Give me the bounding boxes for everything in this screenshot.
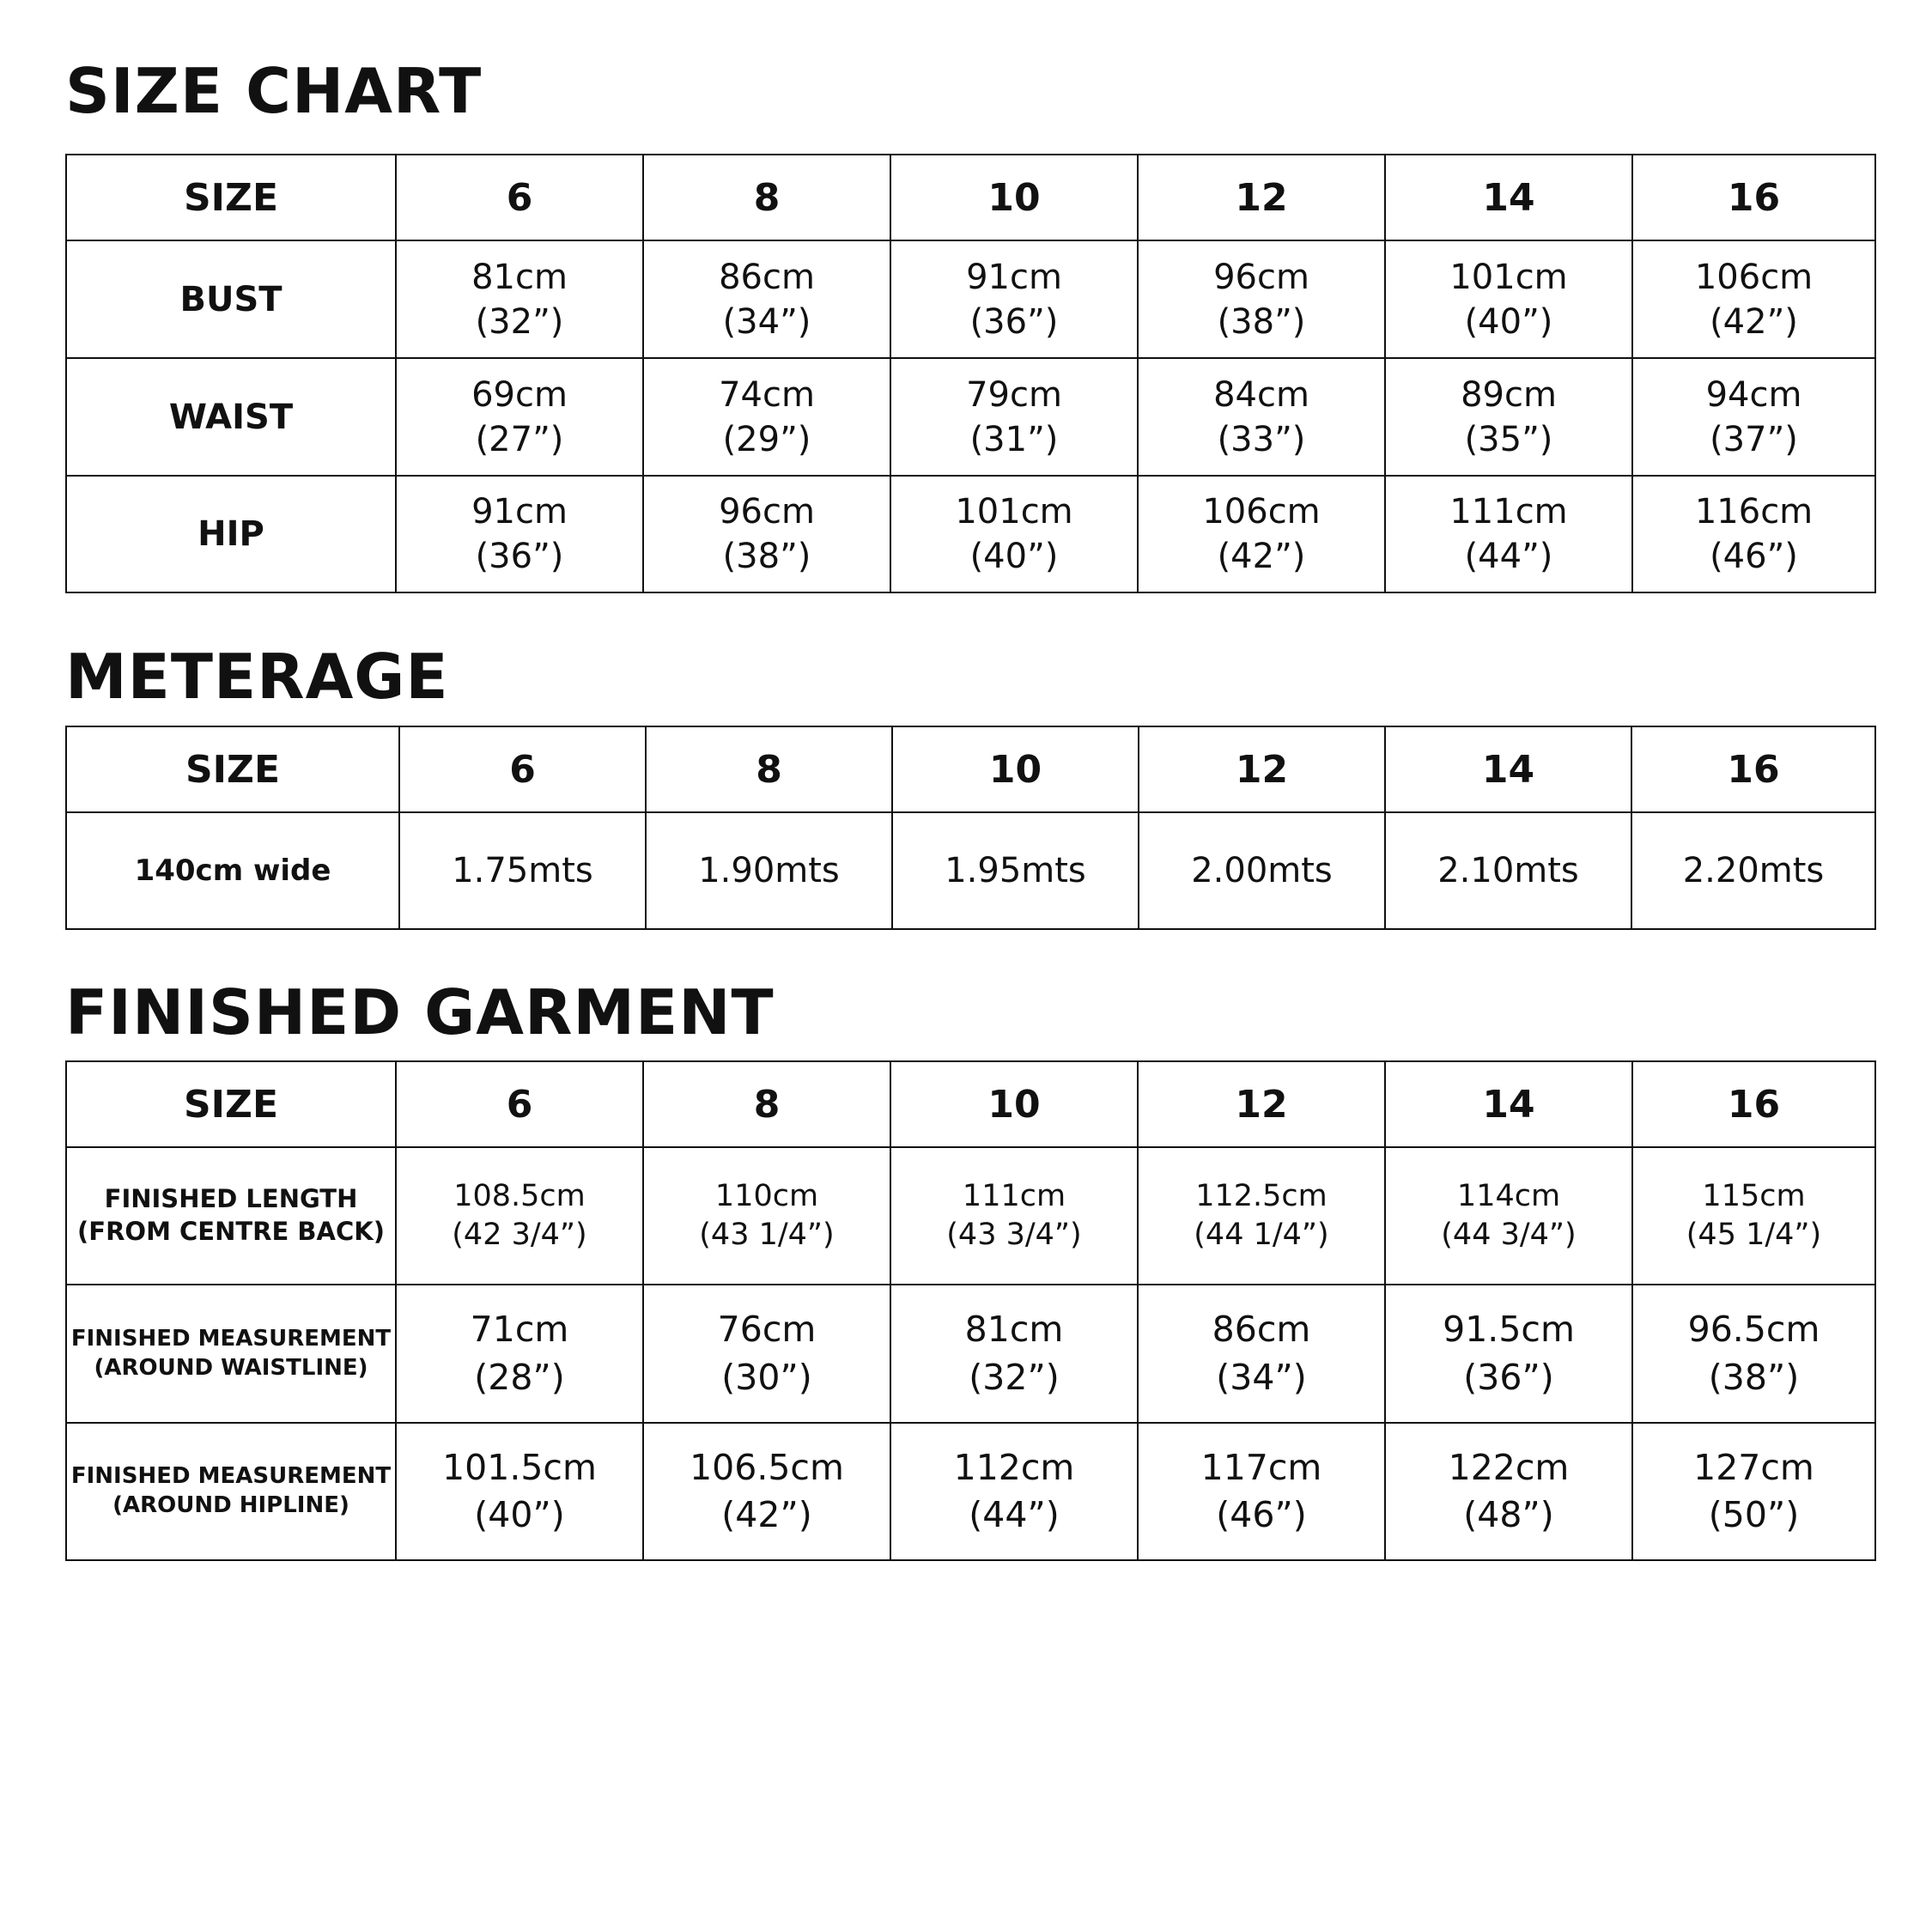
table-cell	[1138, 1423, 1385, 1560]
header-cell: 16	[1632, 1061, 1875, 1147]
table-cell	[643, 476, 890, 592]
table-cell	[1385, 358, 1632, 476]
header-cell: 8	[643, 155, 890, 240]
cell-in: (34”)	[1216, 1356, 1307, 1398]
cell-in: (44 1/4”)	[1194, 1218, 1329, 1252]
table-cell	[1632, 1147, 1875, 1285]
table-row	[66, 240, 1875, 358]
cell-cm: 91.5cm	[1443, 1309, 1575, 1351]
cell-cm: 111cm	[962, 1178, 1066, 1213]
meterage-table	[65, 726, 1876, 930]
header-cell: SIZE	[66, 1061, 396, 1147]
header-cell: 14	[1385, 155, 1632, 240]
table-cell	[1632, 358, 1875, 476]
finished-garment-title: FINISHED GARMENT	[65, 976, 775, 1048]
cell-cm: 111cm	[1449, 492, 1568, 532]
cell-cm: 86cm	[1212, 1309, 1311, 1351]
cell-cm: 101.5cm	[442, 1446, 597, 1488]
table-cell: 1.75mts	[399, 812, 646, 929]
header-cell: 14	[1385, 1061, 1632, 1147]
cell-in: (36”)	[475, 537, 564, 576]
cell-cm: 84cm	[1213, 374, 1309, 415]
table-cell	[890, 240, 1138, 358]
cell-cm: 106cm	[1694, 257, 1814, 297]
cell-cm: 106cm	[1202, 492, 1321, 532]
cell-in: (42 3/4”)	[452, 1218, 587, 1252]
cell-in: (27”)	[475, 419, 564, 459]
row-label-line-2: (AROUND HIPLINE)	[112, 1492, 349, 1518]
cell-cm: 127cm	[1693, 1446, 1814, 1488]
table-cell	[1385, 1285, 1632, 1423]
cell-cm: 91cm	[966, 257, 1062, 297]
header-cell: 8	[643, 1061, 890, 1147]
cell-in: (44 3/4”)	[1441, 1218, 1577, 1252]
cell-in: (38”)	[1217, 301, 1306, 342]
table-cell	[890, 1285, 1138, 1423]
table-cell: 2.20mts	[1631, 812, 1875, 929]
header-cell: 10	[890, 155, 1138, 240]
header-cell: SIZE	[66, 155, 396, 240]
header-cell: 10	[892, 726, 1139, 812]
cell-cm: 116cm	[1694, 492, 1814, 532]
table-cell	[890, 476, 1138, 592]
row-label-waist: WAIST	[66, 358, 396, 476]
cell-cm: 106.5cm	[690, 1446, 844, 1488]
row-label-line-1: FINISHED MEASUREMENT	[70, 1463, 392, 1490]
table-cell	[890, 358, 1138, 476]
table-cell	[1385, 1147, 1632, 1285]
table-cell	[643, 358, 890, 476]
cell-in: (48”)	[1463, 1494, 1554, 1535]
header-cell: 6	[396, 1061, 643, 1147]
cell-in: (30”)	[721, 1356, 812, 1398]
cell-cm: 117cm	[1200, 1446, 1322, 1488]
cell-cm: 71cm	[470, 1309, 569, 1351]
table-header-row	[66, 1061, 1875, 1147]
table-row	[66, 1423, 1875, 1560]
row-label-hip: HIP	[66, 476, 396, 592]
cell-in: (32”)	[969, 1356, 1060, 1398]
table-cell	[396, 476, 643, 592]
cell-cm: 122cm	[1448, 1446, 1570, 1488]
cell-in: (34”)	[722, 301, 811, 342]
table-row	[66, 812, 1875, 929]
cell-cm: 76cm	[717, 1309, 817, 1351]
row-label-line-1: FINISHED MEASUREMENT	[70, 1325, 392, 1352]
cell-cm: 110cm	[714, 1178, 819, 1213]
cell-in: (28”)	[474, 1356, 565, 1398]
cell-in: (45 1/4”)	[1686, 1218, 1822, 1252]
cell-in: (43 3/4”)	[946, 1218, 1082, 1252]
table-row	[66, 1147, 1875, 1285]
cell-in: (33”)	[1217, 419, 1306, 459]
table-cell	[890, 1147, 1138, 1285]
cell-in: (38”)	[722, 537, 811, 576]
header-cell: SIZE	[66, 726, 399, 812]
row-label-waistline	[66, 1285, 396, 1423]
table-header-row	[66, 726, 1875, 812]
cell-in: (36”)	[969, 301, 1059, 342]
table-cell	[890, 1423, 1138, 1560]
table-cell	[1632, 476, 1875, 592]
table-cell	[1632, 240, 1875, 358]
header-cell: 8	[646, 726, 892, 812]
cell-cm: 114cm	[1456, 1178, 1561, 1213]
header-cell: 6	[399, 726, 646, 812]
cell-cm: 81cm	[471, 257, 568, 297]
cell-cm: 86cm	[719, 257, 815, 297]
table-cell	[1138, 1147, 1385, 1285]
table-row	[66, 476, 1875, 592]
table-cell	[643, 1285, 890, 1423]
table-row	[66, 358, 1875, 476]
cell-cm: 96.5cm	[1687, 1309, 1820, 1351]
table-cell	[1138, 358, 1385, 476]
cell-cm: 96cm	[719, 492, 815, 532]
table-cell	[643, 1423, 890, 1560]
cell-in: (42”)	[1217, 537, 1306, 576]
table-cell	[1632, 1285, 1875, 1423]
cell-in: (29”)	[722, 419, 811, 459]
header-cell: 16	[1632, 155, 1875, 240]
table-header-row	[66, 155, 1875, 240]
cell-in: (50”)	[1708, 1494, 1800, 1535]
row-label-line-2: (AROUND WAISTLINE)	[94, 1354, 368, 1381]
cell-cm: 69cm	[471, 374, 568, 415]
table-cell	[1385, 476, 1632, 592]
header-cell: 14	[1385, 726, 1631, 812]
table-cell	[396, 1423, 643, 1560]
row-label-line-1: FINISHED LENGTH	[104, 1184, 358, 1214]
header-cell: 10	[890, 1061, 1138, 1147]
cell-in: (40”)	[474, 1494, 565, 1535]
meterage-title: METERAGE	[65, 641, 449, 713]
cell-in: (37”)	[1710, 419, 1798, 459]
table-cell: 1.90mts	[646, 812, 892, 929]
cell-in: (36”)	[1463, 1356, 1554, 1398]
table-cell	[643, 1147, 890, 1285]
row-label-line-2: (FROM CENTRE BACK)	[77, 1217, 385, 1246]
table-cell	[1138, 240, 1385, 358]
size-chart-table	[65, 154, 1876, 593]
cell-cm: 81cm	[964, 1309, 1064, 1351]
row-label-hipline	[66, 1423, 396, 1560]
cell-in: (44”)	[969, 1494, 1060, 1535]
header-cell: 12	[1138, 1061, 1385, 1147]
header-cell: 16	[1631, 726, 1875, 812]
table-cell	[396, 240, 643, 358]
cell-cm: 74cm	[719, 374, 815, 415]
cell-in: (44”)	[1464, 537, 1553, 576]
cell-cm: 94cm	[1705, 374, 1802, 415]
cell-cm: 91cm	[471, 492, 568, 532]
cell-cm: 79cm	[966, 374, 1062, 415]
table-cell	[396, 358, 643, 476]
table-cell	[643, 240, 890, 358]
finished-garment-table	[65, 1060, 1876, 1561]
table-cell: 2.00mts	[1139, 812, 1385, 929]
cell-in: (46”)	[1710, 537, 1798, 576]
cell-in: (32”)	[475, 301, 564, 342]
cell-cm: 112.5cm	[1195, 1178, 1327, 1213]
cell-in: (40”)	[969, 537, 1059, 576]
size-chart-title: SIZE CHART	[65, 55, 483, 127]
cell-in: (43 1/4”)	[699, 1218, 835, 1252]
table-cell: 1.95mts	[892, 812, 1139, 929]
cell-cm: 108.5cm	[453, 1178, 586, 1213]
cell-cm: 101cm	[955, 492, 1073, 532]
row-label-finished-length	[66, 1147, 396, 1285]
header-cell: 12	[1138, 155, 1385, 240]
cell-in: (42”)	[721, 1494, 812, 1535]
table-cell	[1385, 1423, 1632, 1560]
table-row	[66, 1285, 1875, 1423]
cell-cm: 89cm	[1461, 374, 1557, 415]
table-cell	[396, 1147, 643, 1285]
table-cell: 2.10mts	[1385, 812, 1631, 929]
table-cell	[1138, 1285, 1385, 1423]
cell-cm: 101cm	[1449, 257, 1568, 297]
cell-cm: 96cm	[1213, 257, 1309, 297]
table-cell	[1632, 1423, 1875, 1560]
table-cell	[1138, 476, 1385, 592]
cell-cm: 115cm	[1702, 1178, 1806, 1213]
header-cell: 12	[1139, 726, 1385, 812]
cell-in: (46”)	[1216, 1494, 1307, 1535]
cell-in: (42”)	[1710, 301, 1798, 342]
cell-in: (38”)	[1708, 1356, 1800, 1398]
table-cell	[1385, 240, 1632, 358]
cell-in: (35”)	[1464, 419, 1553, 459]
header-cell: 6	[396, 155, 643, 240]
row-label-bust: BUST	[66, 240, 396, 358]
cell-in: (31”)	[969, 419, 1059, 459]
table-cell	[396, 1285, 643, 1423]
cell-in: (40”)	[1464, 301, 1553, 342]
row-label-fabric-width: 140cm wide	[66, 812, 399, 929]
cell-cm: 112cm	[953, 1446, 1075, 1488]
